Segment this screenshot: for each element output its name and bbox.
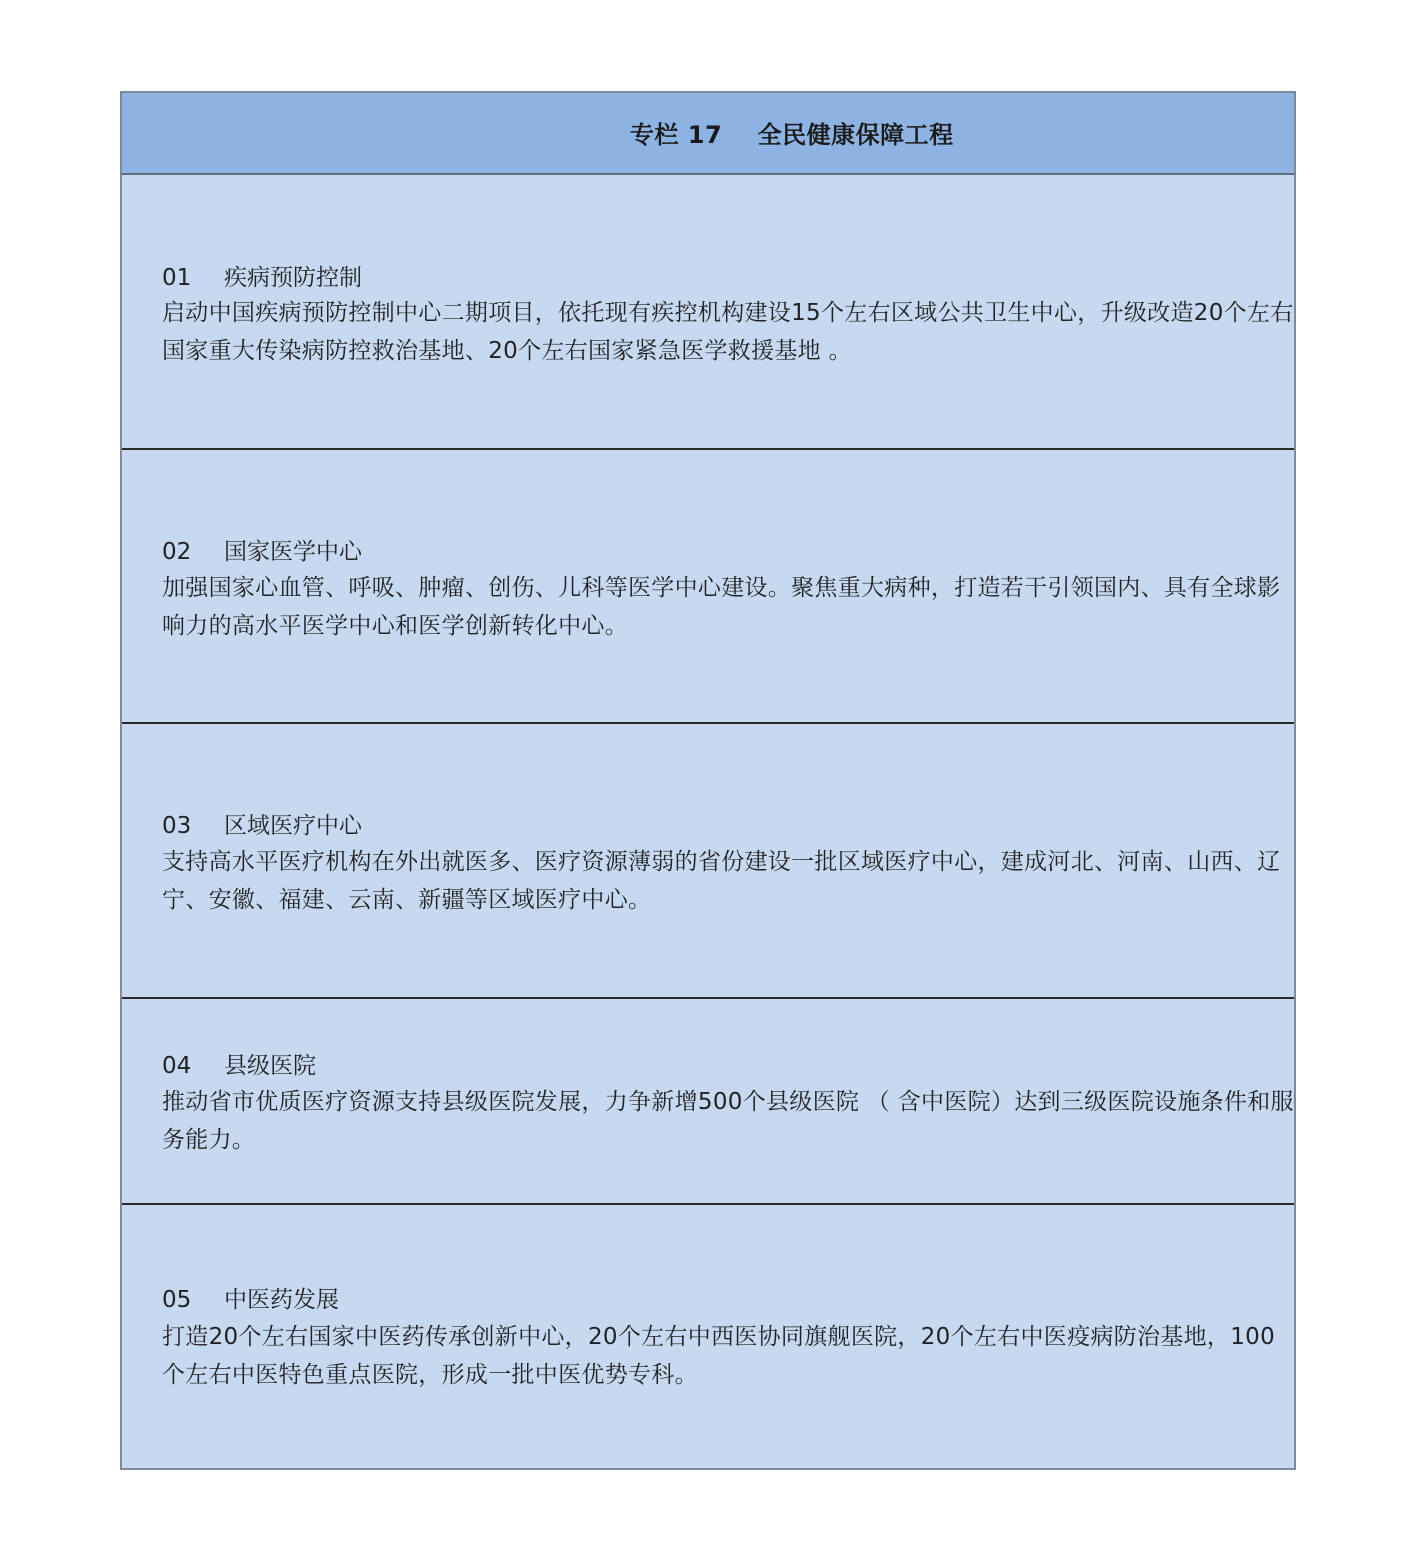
section-national-medical-center: [122, 450, 1294, 724]
section-title: 中医药发展: [224, 1287, 339, 1313]
section-heading: [162, 1281, 339, 1314]
section-regional-medical-center: [122, 724, 1294, 999]
section-title: 县级医院: [224, 1053, 316, 1079]
section-number: 03: [162, 813, 192, 839]
section-body: 打造20个左右国家中医药传承创新中心，20个左右中西医协同旗舰医院，20个左右中医疫病防治基地，100个左右中医特色重点医院，形成一批中医优势专科。: [162, 1324, 1275, 1388]
section-number: 01: [162, 265, 192, 291]
section-title: 疾病预防控制: [224, 265, 362, 291]
section-number: 04: [162, 1053, 192, 1079]
section-heading: [162, 259, 362, 292]
section-county-hospital: [122, 999, 1294, 1205]
section-heading: [162, 533, 362, 566]
section-body: 加强国家心血管、呼吸、肿瘤、创伤、儿科等医学中心建设。聚焦重大病种，打造若干引领国内、具有全球影响力的高水平医学中心和医学创新转化中心。: [162, 575, 1281, 639]
section-heading: [162, 1047, 316, 1080]
section-number: 05: [162, 1287, 192, 1313]
panel-header: [122, 93, 1294, 175]
section-title: 区域医疗中心: [224, 813, 362, 839]
section-body: 推动省市优质医疗资源支持县级医院发展，力争新增500个县级医院 （ 含中医院）达到三级医院设施条件和服务能力。: [162, 1089, 1294, 1153]
section-heading: [162, 807, 362, 840]
section-title: 国家医学中心: [224, 539, 362, 565]
project-column-panel: [120, 91, 1296, 1470]
section-body: 支持高水平医疗机构在外出就医多、医疗资源薄弱的省份建设一批区域医疗中心，建成河北、河南、山西、辽宁、安徽、福建、云南、新疆等区域医疗中心。: [162, 849, 1281, 913]
section-disease-prevention: [122, 175, 1294, 450]
panel-title: 专栏 17 全民健康保障工程: [630, 121, 954, 149]
section-body: 启动中国疾病预防控制中心二期项目，依托现有疾控机构建设15个左右区域公共卫生中心，升级改造20个左右国家重大传染病防控救治基地、20个左右国家紧急医学救援基地 。: [162, 300, 1294, 364]
section-number: 02: [162, 539, 192, 565]
section-tcm-development: [122, 1205, 1294, 1468]
